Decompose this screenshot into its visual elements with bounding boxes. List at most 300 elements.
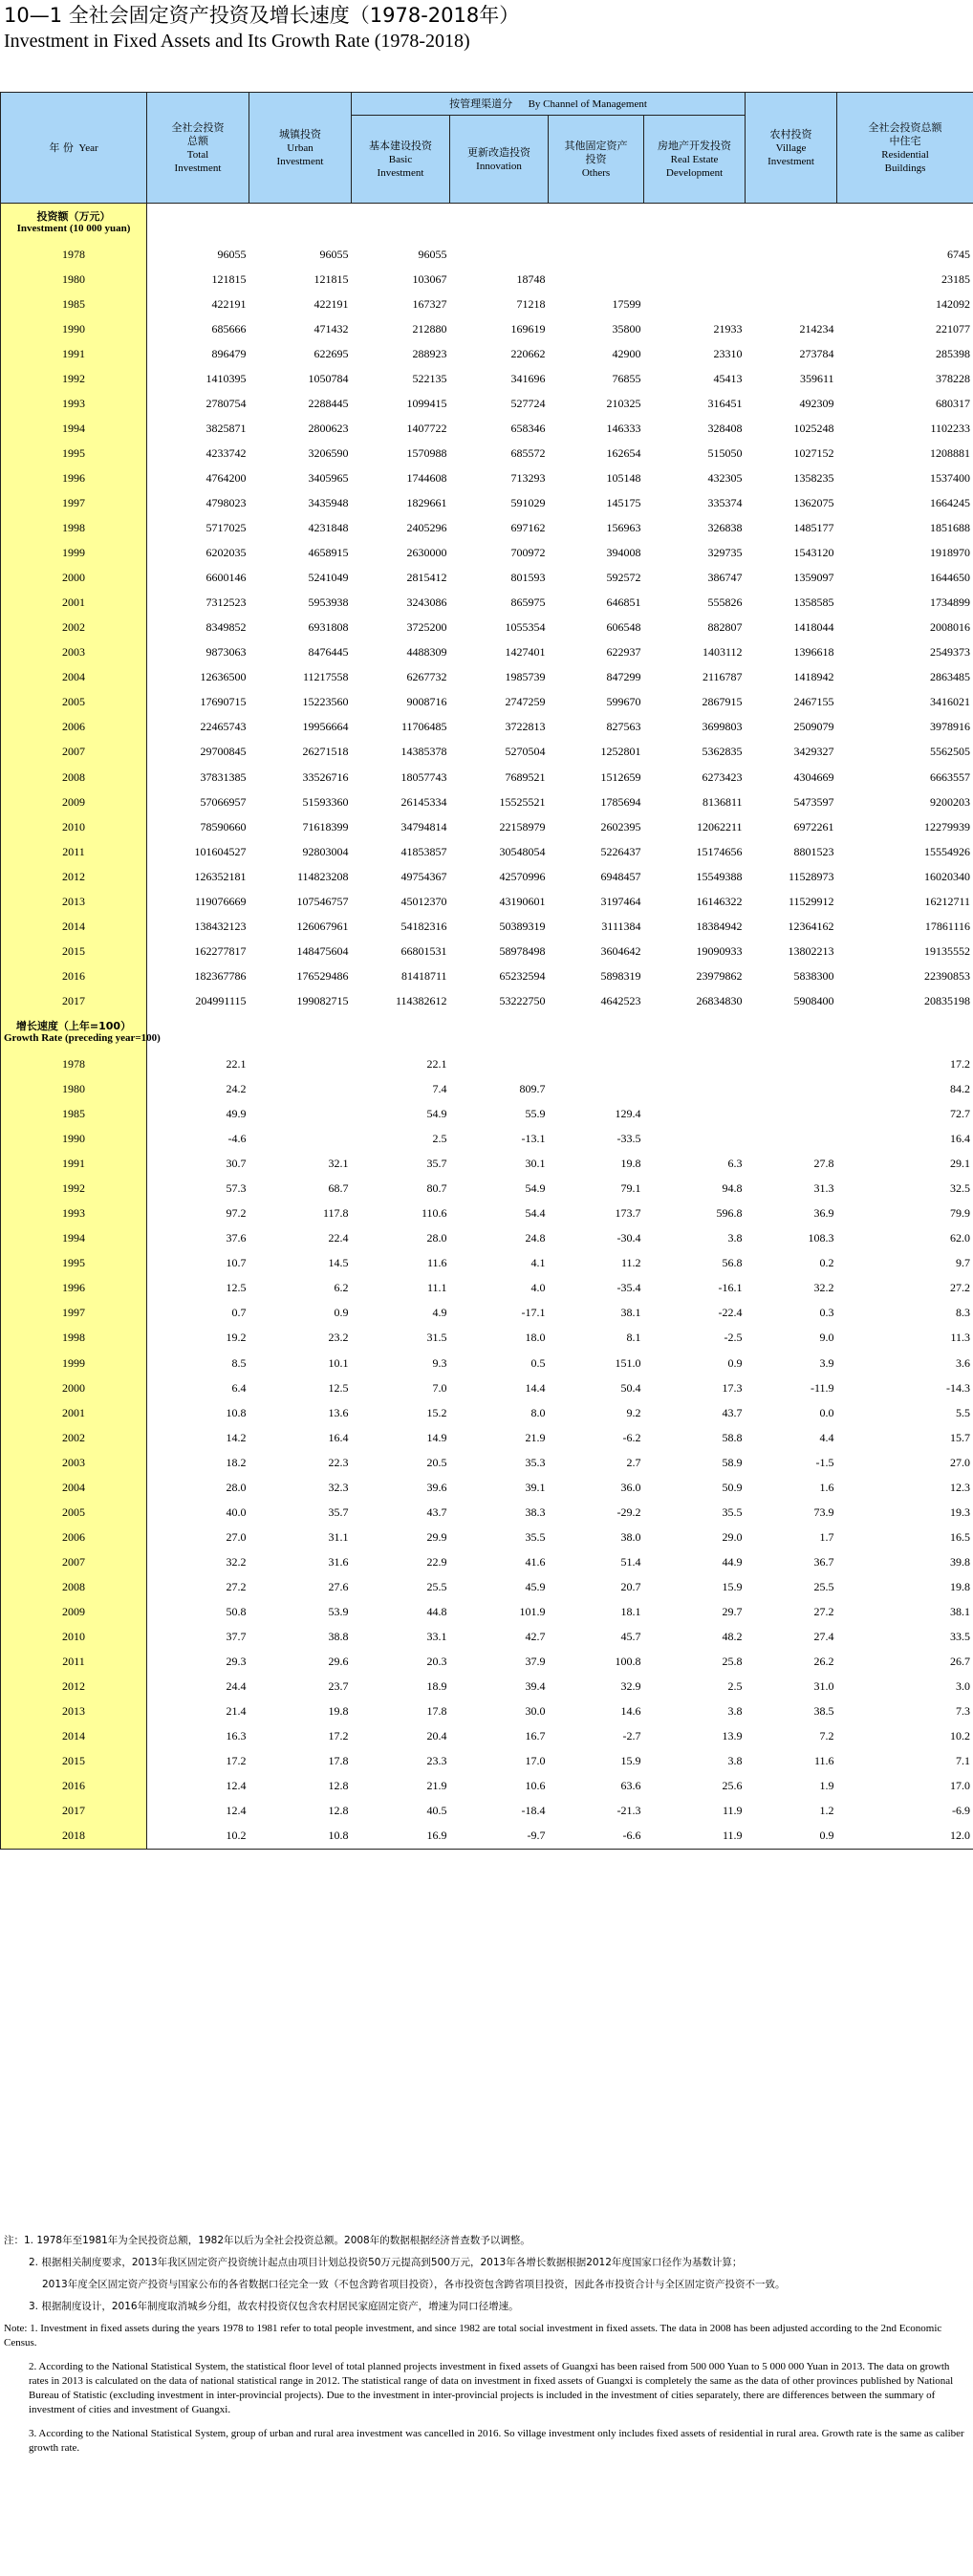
value-cell: 29.0	[722, 1529, 743, 1544]
value-cell: 5908400	[793, 993, 834, 1007]
year-cell: 2002	[1, 616, 147, 640]
value-cell: 210325	[606, 396, 641, 410]
value-cell: 12062211	[696, 819, 743, 833]
value-cell: 1025248	[793, 421, 834, 435]
year-cell: 2002	[1, 1425, 147, 1450]
value-cell: 6273423	[702, 769, 743, 784]
value-cell: 17.2	[226, 1754, 247, 1768]
value-cell: 0.3	[819, 1306, 834, 1320]
value-cell	[746, 1077, 837, 1102]
value-cell: 378228	[837, 366, 973, 391]
value-cell: 32.3	[328, 1480, 349, 1494]
value-cell: -13.1	[521, 1132, 546, 1146]
table-row	[1, 1675, 973, 1699]
value-cell: 214234	[799, 321, 834, 336]
year-cell: 1990	[1, 1127, 147, 1152]
value-cell: 117.8	[322, 1206, 349, 1221]
value-cell: 394008	[606, 546, 641, 560]
value-cell: 422191	[211, 296, 247, 311]
year-cell: 2009	[1, 790, 147, 814]
value-cell: 66801531	[400, 943, 447, 958]
empty-cell	[549, 1013, 644, 1051]
table-row	[1, 566, 973, 591]
value-cell: 17.8	[426, 1704, 447, 1719]
value-cell: 285398	[837, 341, 973, 366]
table-row	[1, 790, 973, 814]
value-cell: 6.4	[231, 1380, 247, 1395]
value-cell: 220662	[510, 346, 546, 360]
value-cell: 97.2	[226, 1206, 247, 1221]
header-urban: 城镇投资 Urban Investment	[249, 93, 352, 204]
value-cell: 3429327	[793, 745, 834, 759]
value-cell: 9008716	[406, 695, 447, 709]
value-cell: 527724	[510, 396, 546, 410]
year-cell: 1997	[1, 490, 147, 515]
table-row	[1, 864, 973, 889]
section-label-en: Growth Rate (preceding year=100)	[4, 1032, 161, 1045]
value-cell: 36.9	[813, 1206, 834, 1221]
value-cell: 110.6	[421, 1206, 447, 1221]
value-cell: 1985739	[505, 670, 546, 684]
value-cell: 35.7	[328, 1504, 349, 1519]
table-row	[1, 591, 973, 616]
value-cell: 273784	[799, 346, 834, 360]
value-cell	[249, 1102, 352, 1127]
value-cell: 3405965	[308, 470, 349, 485]
value-cell: 27.0	[837, 1450, 973, 1475]
value-cell: 1.2	[819, 1804, 834, 1818]
table-row	[1, 1799, 973, 1824]
value-cell: 15554926	[837, 839, 973, 864]
value-cell: 20.5	[426, 1455, 447, 1469]
year-cell: 2005	[1, 1500, 147, 1525]
value-cell: 21.4	[226, 1704, 247, 1719]
year-cell: 2013	[1, 889, 147, 914]
value-cell: 596.8	[716, 1206, 743, 1221]
value-cell: 45.9	[525, 1579, 546, 1593]
value-cell: 25.5	[813, 1579, 834, 1593]
value-cell: -6.9	[837, 1799, 973, 1824]
year-cell: 1991	[1, 1152, 147, 1177]
value-cell: 2008016	[837, 616, 973, 640]
year-cell: 1998	[1, 516, 147, 541]
value-cell: 62.0	[837, 1226, 973, 1251]
section-label-en: Investment (10 000 yuan)	[16, 223, 131, 234]
table-row	[1, 1525, 973, 1549]
value-cell: 19.8	[328, 1704, 349, 1719]
value-cell: 12.8	[328, 1779, 349, 1793]
header-basic: 基本建设投资 Basic Investment	[352, 116, 450, 204]
value-cell: 17861116	[837, 914, 973, 939]
value-cell: 32.2	[226, 1554, 247, 1569]
value-cell: 10.2	[147, 1824, 249, 1850]
year-cell: 1992	[1, 1177, 147, 1201]
year-cell: 2017	[1, 988, 147, 1013]
table-row	[1, 1425, 973, 1450]
value-cell: 121815	[211, 271, 247, 286]
value-cell	[746, 1127, 837, 1152]
value-cell: 0.9	[727, 1355, 743, 1370]
year-cell: 2013	[1, 1699, 147, 1724]
value-cell: 4764200	[205, 470, 247, 485]
value-cell: 8.5	[231, 1355, 247, 1370]
value-cell: 1358235	[793, 470, 834, 485]
header-realestate: 房地产开发投资 Real Estate Development	[644, 116, 746, 204]
value-cell: 79.9	[837, 1201, 973, 1226]
value-cell: 81418711	[400, 968, 447, 983]
value-cell: 1664245	[837, 490, 973, 515]
value-cell: 1403112	[702, 645, 743, 660]
year-cell: 1990	[1, 316, 147, 341]
value-cell: 51.4	[620, 1554, 641, 1569]
value-cell: 108.3	[808, 1231, 834, 1245]
value-cell: 1358585	[793, 595, 834, 610]
value-cell: -16.1	[718, 1281, 743, 1295]
table-row	[1, 1102, 973, 1127]
value-cell: 167327	[412, 296, 447, 311]
value-cell: 1543120	[793, 546, 834, 560]
value-cell: 14.2	[226, 1430, 247, 1444]
value-cell: 16212711	[837, 889, 973, 914]
value-cell: 25.6	[722, 1779, 743, 1793]
value-cell: 592572	[606, 571, 641, 585]
year-cell: 2004	[1, 665, 147, 690]
value-cell: 26.7	[837, 1650, 973, 1675]
value-cell: 2.7	[626, 1455, 641, 1469]
year-cell: 1992	[1, 366, 147, 391]
value-cell: 92803004	[302, 844, 349, 858]
value-cell	[450, 242, 549, 267]
value-cell: 31.5	[426, 1331, 447, 1345]
value-cell: 148475604	[296, 943, 349, 958]
value-cell: 492309	[799, 396, 834, 410]
value-cell: 1644650	[837, 566, 973, 591]
value-cell: 23979862	[696, 968, 743, 983]
value-cell: -29.2	[616, 1504, 641, 1519]
value-cell: 4642523	[600, 993, 641, 1007]
value-cell: 1050784	[308, 371, 349, 385]
value-cell: 96055	[319, 247, 349, 261]
value-cell: 1208881	[837, 441, 973, 465]
value-cell: 43.7	[426, 1504, 447, 1519]
title-en: Investment in Fixed Assets and Its Growth Rate (1978-2018)	[4, 31, 470, 52]
value-cell: 809.7	[519, 1082, 546, 1096]
value-cell: 151.0	[615, 1355, 641, 1370]
year-cell: 2016	[1, 1774, 147, 1799]
value-cell: 50.9	[722, 1480, 743, 1494]
value-cell: 5241049	[308, 571, 349, 585]
section-header-row	[1, 204, 973, 243]
value-cell: 15549388	[696, 869, 743, 883]
value-cell	[450, 1051, 549, 1076]
value-cell: 72.7	[837, 1102, 973, 1127]
value-cell: 14.6	[620, 1704, 641, 1719]
value-cell: 4.9	[432, 1306, 447, 1320]
value-cell: 22158979	[499, 819, 546, 833]
value-cell: 121815	[314, 271, 349, 286]
investment-table	[0, 92, 973, 1850]
table-row	[1, 1824, 973, 1850]
value-cell: 25.8	[722, 1655, 743, 1669]
value-cell: 30.1	[525, 1157, 546, 1171]
value-cell	[746, 242, 837, 267]
empty-cell	[837, 204, 973, 243]
value-cell: 114823208	[296, 869, 349, 883]
value-cell: 9.7	[837, 1251, 973, 1276]
value-cell: 422191	[314, 296, 349, 311]
value-cell: 1.9	[819, 1779, 834, 1793]
value-cell: 35.3	[525, 1455, 546, 1469]
year-cell: 2011	[1, 839, 147, 864]
value-cell: 3725200	[406, 620, 447, 635]
value-cell: 1359097	[793, 571, 834, 585]
table-row	[1, 839, 973, 864]
value-cell: 4233742	[205, 445, 247, 460]
value-cell: 54182316	[400, 919, 447, 933]
empty-cell	[644, 1013, 746, 1051]
value-cell: 55.9	[525, 1107, 546, 1121]
value-cell: 0.5	[530, 1355, 546, 1370]
value-cell: 4.1	[530, 1256, 546, 1270]
value-cell: 35800	[612, 321, 641, 336]
year-cell: 2000	[1, 566, 147, 591]
value-cell: 27.2	[837, 1276, 973, 1301]
value-cell: 212880	[412, 321, 447, 336]
note-cn-1: 注：1. 1978年至1981年为全民投资总额，1982年以后为全社会投资总额。2008年的数据根据经济普查数予以调整。	[4, 2235, 530, 2246]
value-cell: -6.6	[549, 1824, 644, 1850]
value-cell: 8.0	[530, 1405, 546, 1419]
value-cell: 51593360	[302, 794, 349, 809]
value-cell: 221077	[837, 316, 973, 341]
value-cell: 2467155	[793, 695, 834, 709]
year-cell: 1998	[1, 1326, 147, 1351]
value-cell: 33.1	[426, 1630, 447, 1644]
table-row	[1, 665, 973, 690]
value-cell: 31.1	[328, 1529, 349, 1544]
value-cell: 6267732	[406, 670, 447, 684]
value-cell: 11.3	[837, 1326, 973, 1351]
value-cell: 50.4	[620, 1380, 641, 1395]
value-cell: 1.7	[819, 1529, 834, 1544]
year-cell: 1991	[1, 341, 147, 366]
value-cell: 114382612	[395, 993, 447, 1007]
value-cell: 20.3	[426, 1655, 447, 1669]
note-cn-2a: 2. 根据相关制度要求，2013年我区固定资产投资统计起点由项目计划总投资50万元提高到500万元，2013年各增长数据根据2012年度国家口径作为基数计算；	[29, 2257, 743, 2268]
value-cell: 68.7	[328, 1181, 349, 1196]
value-cell: 43.7	[722, 1405, 743, 1419]
empty-cell	[450, 1013, 549, 1051]
section-header-row	[1, 1013, 973, 1051]
value-cell: 1027152	[793, 445, 834, 460]
note-en-2: 2. According to the National Statistical System, the statistical floor level of total planned projects investment in fixed assets of Guangxi has been raised from 500 000 Yuan to 5 000 000 Yuan in 2013. The data on growth rates in 2013 is calculated on the data of national statistical range in 2012. The statistical range of data on investment in fixed assets of Guangxi is completely the same as the data of other provinces published by National Bureau of Statistic (excluding investment in inter-provincial projects). Due to the investment in inter-provincial projects is included in the investment of cities separately, there are differences between the summary of investment of cities and investment of Guangxi.	[29, 2361, 954, 2415]
value-cell: 6663557	[837, 765, 973, 790]
value-cell: 18.1	[620, 1605, 641, 1618]
value-cell: 0.7	[231, 1306, 247, 1320]
year-cell: 2005	[1, 690, 147, 715]
value-cell: 96055	[418, 247, 447, 261]
empty-cell	[837, 1013, 973, 1051]
value-cell: 11.2	[620, 1256, 641, 1270]
value-cell: 11.9	[722, 1804, 743, 1818]
value-cell: 11528973	[788, 869, 834, 883]
value-cell: 42570996	[499, 869, 546, 883]
value-cell: 1418044	[793, 620, 834, 635]
value-cell: 32.9	[620, 1679, 641, 1694]
value-cell: 4.4	[819, 1430, 834, 1444]
value-cell: 12636500	[200, 670, 247, 684]
value-cell: 162277817	[194, 943, 247, 958]
value-cell: 7.1	[837, 1749, 973, 1774]
value-cell	[746, 267, 837, 292]
value-cell: 15.7	[837, 1425, 973, 1450]
value-cell: 2549373	[837, 640, 973, 665]
value-cell: 173.7	[615, 1206, 641, 1221]
value-cell: 79.1	[620, 1181, 641, 1196]
value-cell	[746, 1102, 837, 1127]
value-cell: 10.6	[525, 1779, 546, 1793]
value-cell: -2.7	[622, 1729, 641, 1743]
value-cell: 15.9	[722, 1579, 743, 1593]
value-cell: 7.0	[432, 1380, 447, 1395]
value-cell: 39.4	[525, 1679, 546, 1694]
value-cell: 11.6	[813, 1754, 834, 1768]
value-cell: 30548054	[499, 844, 546, 858]
header-channel: 按管理渠道分 By Channel of Management	[352, 93, 746, 116]
value-cell: 685572	[510, 445, 546, 460]
value-cell: 1410395	[205, 371, 247, 385]
value-cell: 76855	[612, 371, 641, 385]
value-cell: -9.7	[450, 1824, 549, 1850]
table-row	[1, 541, 973, 566]
table-row	[1, 640, 973, 665]
notes	[4, 2234, 967, 2465]
value-cell	[644, 1102, 746, 1127]
table-row	[1, 416, 973, 441]
year-cell: 2011	[1, 1650, 147, 1675]
value-cell: 129.4	[615, 1107, 641, 1121]
value-cell: 27.6	[328, 1579, 349, 1593]
value-cell	[644, 1077, 746, 1102]
header-village: 农村投资 Village Investment	[746, 93, 837, 204]
year-cell: 1997	[1, 1301, 147, 1326]
table-body	[1, 204, 973, 1850]
value-cell: 17690715	[200, 695, 247, 709]
table-row	[1, 616, 973, 640]
value-cell: 58.9	[722, 1455, 743, 1469]
value-cell: -2.5	[724, 1331, 743, 1345]
value-cell: 17.0	[837, 1774, 973, 1799]
value-cell: 16.4	[328, 1430, 349, 1444]
value-cell: -30.4	[616, 1231, 641, 1245]
header-total: 全社会投资总额 Total Investment	[147, 93, 249, 204]
year-cell: 2014	[1, 1724, 147, 1749]
year-cell: 1980	[1, 267, 147, 292]
value-cell: 10.8	[249, 1824, 352, 1850]
table-row	[1, 341, 973, 366]
value-cell: 35.5	[722, 1504, 743, 1519]
year-cell: 2008	[1, 765, 147, 790]
value-cell	[644, 267, 746, 292]
year-cell: 2016	[1, 963, 147, 988]
value-cell: 142092	[837, 292, 973, 316]
value-cell: 57.3	[226, 1181, 247, 1196]
value-cell: 71218	[516, 296, 546, 311]
value-cell: -33.5	[616, 1132, 641, 1146]
value-cell: 6.2	[334, 1281, 349, 1295]
value-cell: 45413	[713, 371, 743, 385]
year-cell: 1980	[1, 1077, 147, 1102]
value-cell: 96055	[217, 247, 247, 261]
value-cell	[549, 267, 644, 292]
value-cell: 169619	[510, 321, 546, 336]
value-cell: 27.4	[813, 1630, 834, 1644]
value-cell: 29.9	[426, 1529, 447, 1544]
value-cell: 38.1	[620, 1306, 641, 1320]
value-cell: 882807	[707, 620, 743, 635]
value-cell: 471432	[314, 321, 349, 336]
value-cell: -4.6	[227, 1132, 247, 1146]
value-cell: 5953938	[308, 595, 349, 610]
value-cell: 14.5	[328, 1256, 349, 1270]
value-cell: 13.9	[722, 1729, 743, 1743]
table-row	[1, 765, 973, 790]
value-cell: 827563	[606, 720, 641, 734]
value-cell: 17.2	[328, 1729, 349, 1743]
value-cell: -17.1	[521, 1306, 546, 1320]
value-cell: 801593	[510, 571, 546, 585]
value-cell: 2602395	[600, 819, 641, 833]
value-cell: 9.0	[819, 1331, 834, 1345]
year-cell: 2008	[1, 1574, 147, 1599]
value-cell: 30.7	[226, 1157, 247, 1171]
value-cell: 24.4	[226, 1679, 247, 1694]
value-cell: 18.2	[226, 1455, 247, 1469]
value-cell: 30.0	[525, 1704, 546, 1719]
table-row	[1, 366, 973, 391]
value-cell: 43190601	[499, 894, 546, 908]
value-cell: 386747	[707, 571, 743, 585]
year-cell: 2015	[1, 1749, 147, 1774]
value-cell: 54.9	[426, 1107, 447, 1121]
value-cell: 6948457	[600, 869, 641, 883]
value-cell: 199082715	[296, 993, 349, 1007]
value-cell: 9873063	[205, 645, 247, 660]
value-cell: 12.4	[226, 1804, 247, 1818]
value-cell: 19.8	[620, 1157, 641, 1171]
value-cell: 8.1	[626, 1331, 641, 1345]
table-row	[1, 690, 973, 715]
year-cell: 1994	[1, 1226, 147, 1251]
value-cell: 3.9	[819, 1355, 834, 1370]
table-row	[1, 715, 973, 740]
value-cell: 2405296	[406, 521, 447, 535]
table-row	[1, 1351, 973, 1375]
value-cell: 23310	[713, 346, 743, 360]
value-cell: 94.8	[722, 1181, 743, 1196]
value-cell: 29.1	[837, 1152, 973, 1177]
value-cell: 101604527	[194, 844, 247, 858]
table-row	[1, 1749, 973, 1774]
value-cell: 6.3	[727, 1157, 743, 1171]
value-cell: 49754367	[400, 869, 447, 883]
value-cell: 32.2	[813, 1281, 834, 1295]
table-row	[1, 1500, 973, 1525]
value-cell: 162654	[606, 445, 641, 460]
value-cell: 3416021	[837, 690, 973, 715]
value-cell: 204991115	[195, 993, 247, 1007]
note-en-1: Note: 1. Investment in fixed assets during the years 1978 to 1981 refer to total people investment, and since 1982 are total social investment in fixed assets. The data in 2008 has been adjusted according to the 2nd Economic Census.	[4, 2323, 942, 2349]
year-cell: 2012	[1, 864, 147, 889]
